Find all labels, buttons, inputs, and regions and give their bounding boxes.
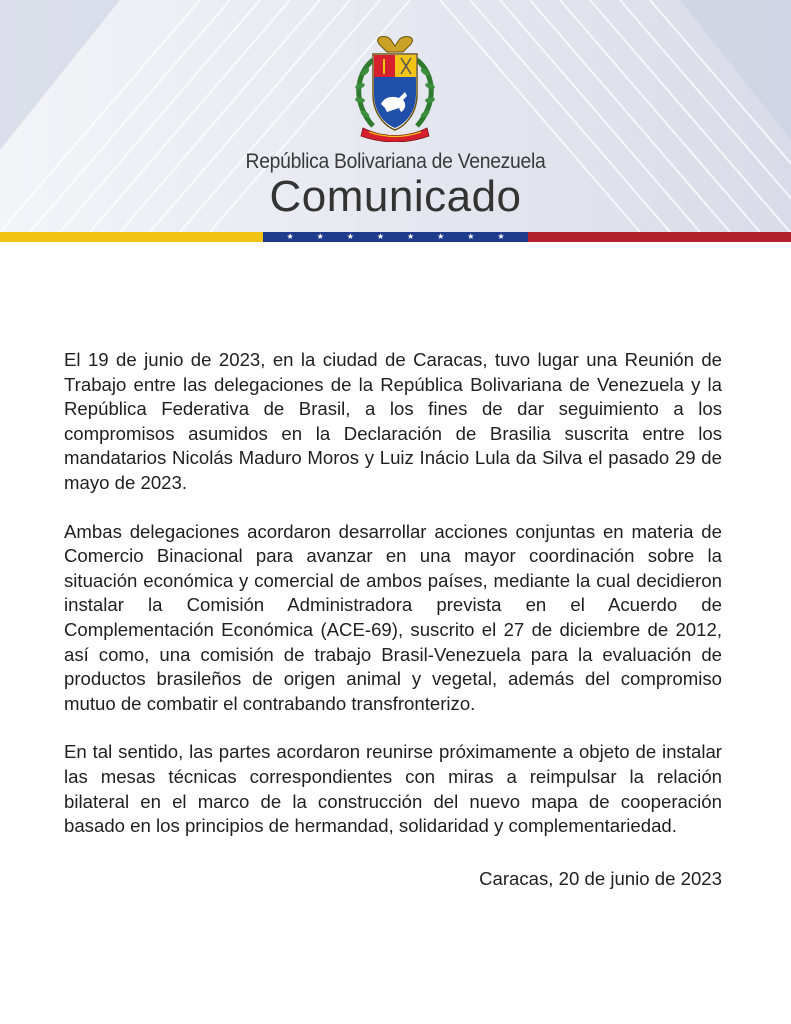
paragraph-next-steps: En tal sentido, las partes acordaron reunirse próximamente a objeto de instalar las mesas técnicas correspondientes con miras a reimpulsar la relación bilateral en el marco de la construcción del nuevo mapa de cooperación basado en los principios de hermandad, solidaridad y complementariedad. [64, 741, 722, 837]
star-icon: ★ [286, 232, 294, 241]
place-date-signoff: Caracas, 20 de junio de 2023 [479, 868, 722, 889]
star-icon: ★ [467, 232, 475, 241]
flag-blue-stripe [263, 232, 528, 242]
star-icon: ★ [497, 232, 505, 241]
communique-body [64, 348, 722, 863]
republic-name: República Bolivariana de Venezuela [245, 150, 546, 173]
paragraph-agreements: Ambas delegaciones acordaron desarrollar acciones conjuntas en materia de Comercio Binacional para avanzar en una mayor coordinación sobre la situación económica y comercial de ambos países, mediante la cual decidieron instalar la Comisión Administradora prevista en el Acuerdo de Complementación Económica (ACE-69), suscrito el 27 de diciembre de 2012, así como, una comisión de trabajo Brasil-Venezuela para la evaluación de productos brasileños de origen animal y vegetal, además del compromiso mutuo de combatir el contrabando transfronterizo. [64, 520, 722, 714]
star-icon: ★ [376, 232, 385, 241]
flag-red-stripe [528, 232, 791, 242]
flag-yellow-stripe [0, 232, 263, 242]
star-icon: ★ [316, 232, 324, 241]
flag-stripe [0, 232, 791, 242]
star-icon: ★ [406, 232, 415, 241]
venezuela-coat-of-arms-icon [343, 34, 447, 142]
paragraph-meeting: El 19 de junio de 2023, en la ciudad de Caracas, tuvo lugar una Reunión de Trabajo entre las delegaciones de la República Bolivariana de Venezuela y la República Federativa de Brasil, a los fines de dar seguimiento a los compromisos asumidos en la Declaración de Brasilia suscrita entre los mandatarios Nicolás Maduro Moros y Luiz Inácio Lula da Silva el pasado 29 de mayo de 2023. [64, 349, 722, 493]
star-icon: ★ [346, 232, 354, 241]
page-title: Comunicado [269, 172, 522, 221]
header-banner [0, 0, 791, 232]
star-icon: ★ [437, 232, 445, 241]
